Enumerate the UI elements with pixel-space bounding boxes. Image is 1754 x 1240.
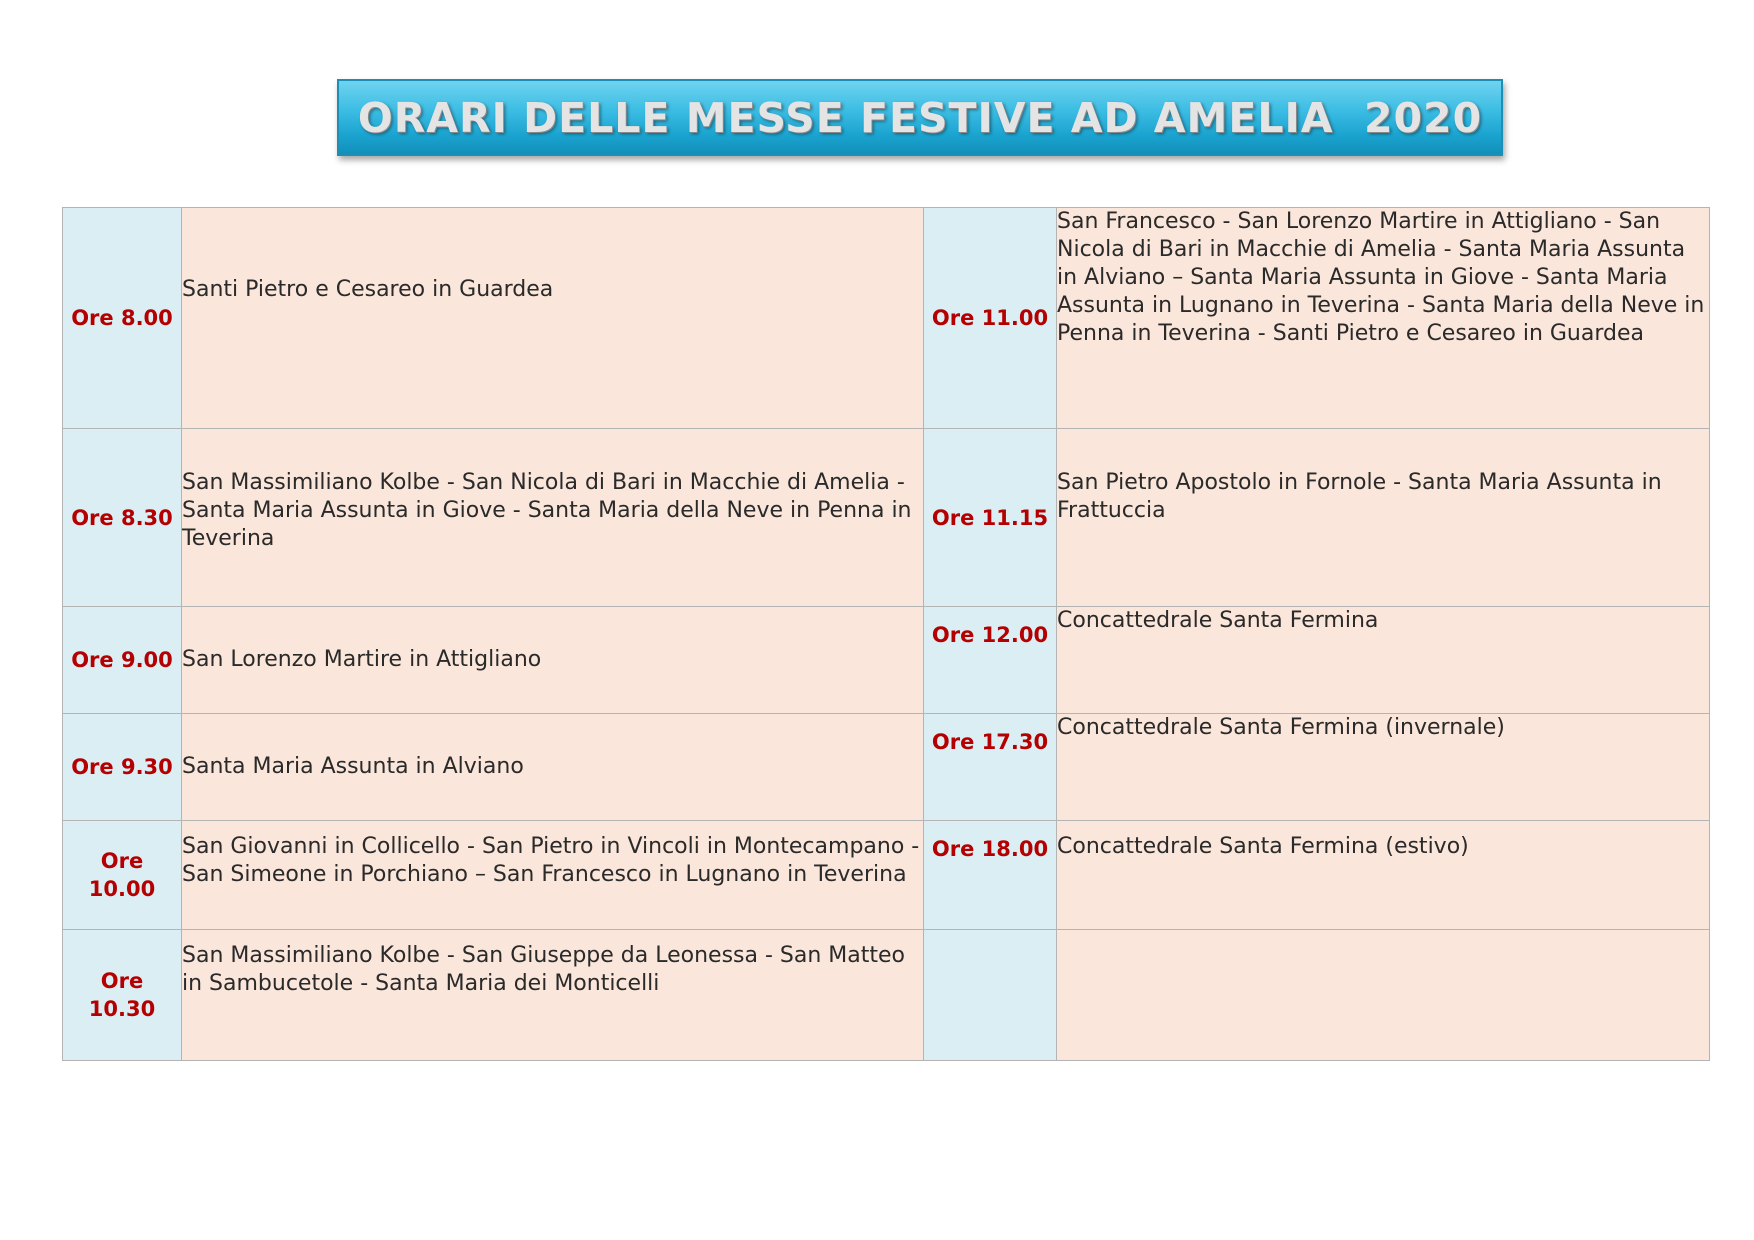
- table-row: [63, 429, 1710, 607]
- church-list: Concattedrale Santa Fermina: [1057, 608, 1379, 633]
- left-places-cell: [182, 821, 924, 930]
- title-banner: [337, 79, 1503, 156]
- right-places-cell: [1057, 429, 1710, 607]
- page-title: ORARI DELLE MESSE FESTIVE AD AMELIA 2020: [357, 93, 1483, 142]
- right-time-cell: [924, 429, 1057, 607]
- table-row: [63, 930, 1710, 1061]
- mass-time: Ore 17.30: [931, 730, 1049, 754]
- right-places-cell: [1057, 607, 1710, 714]
- table-row: [63, 208, 1710, 429]
- mass-time: Ore 9.00: [71, 648, 173, 672]
- mass-schedule-table: [62, 207, 1710, 1061]
- mass-time: Ore 18.00: [931, 837, 1049, 861]
- church-list: Santa Maria Assunta in Alviano: [182, 754, 524, 779]
- right-time-cell: [924, 930, 1057, 1061]
- church-list: San Francesco - San Lorenzo Martire in Attigliano - San Nicola di Bari in Macchie di Amelia - Santa Maria Assunta in Alviano – Santa Maria Assunta in Giove - Santa Maria Assunta in Lugnano in Teverina - Santa Maria della Neve in Penna in Teverina - Santi Pietro e Cesareo in Guardea: [1057, 209, 1705, 346]
- church-list: Santi Pietro e Cesareo in Guardea: [182, 277, 554, 302]
- mass-time: Ore 12.00: [931, 623, 1049, 647]
- mass-time: Ore 8.30: [71, 505, 173, 530]
- mass-time: Ore 8.00: [71, 306, 173, 330]
- left-places-cell: [182, 208, 924, 429]
- right-places-cell: [1057, 821, 1710, 930]
- right-places-cell: [1057, 930, 1710, 1061]
- mass-time: Ore 11.00: [931, 306, 1049, 330]
- church-list: San Massimiliano Kolbe - San Giuseppe da Leonessa - San Matteo in Sambucetole - Santa Maria dei Monticelli: [182, 943, 906, 996]
- left-places-cell: [182, 607, 924, 714]
- right-places-cell: [1057, 714, 1710, 821]
- right-time-cell: [924, 714, 1057, 821]
- church-list: San Pietro Apostolo in Fornole - Santa Maria Assunta in Frattuccia: [1057, 470, 1662, 523]
- left-time-cell: [63, 930, 182, 1061]
- left-time-cell: [63, 429, 182, 607]
- mass-time: Ore 10.00: [88, 849, 156, 901]
- right-time-cell: [924, 607, 1057, 714]
- mass-time: Ore 10.30: [88, 969, 156, 1021]
- church-list: San Giovanni in Collicello - San Pietro in Vincoli in Montecampano - San Simeone in Porchiano – San Francesco in Lugnano in Teverina: [182, 834, 920, 887]
- church-list: Concattedrale Santa Fermina (invernale): [1057, 715, 1505, 740]
- left-time-cell: [63, 607, 182, 714]
- church-list: San Lorenzo Martire in Attigliano: [182, 647, 542, 672]
- right-time-cell: [924, 821, 1057, 930]
- mass-time: Ore 11.15: [931, 505, 1049, 530]
- left-places-cell: [182, 714, 924, 821]
- right-time-cell: [924, 208, 1057, 429]
- table-row: [63, 821, 1710, 930]
- table-row: [63, 714, 1710, 821]
- left-time-cell: [63, 208, 182, 429]
- church-list: San Massimiliano Kolbe - San Nicola di Bari in Macchie di Amelia - Santa Maria Assunta in Giove - Santa Maria della Neve in Penna in Teverina: [182, 470, 912, 551]
- left-places-cell: [182, 930, 924, 1061]
- left-time-cell: [63, 821, 182, 930]
- left-time-cell: [63, 714, 182, 821]
- mass-time: Ore 9.30: [71, 755, 173, 779]
- church-list: Concattedrale Santa Fermina (estivo): [1057, 834, 1469, 859]
- left-places-cell: [182, 429, 924, 607]
- table-row: [63, 607, 1710, 714]
- right-places-cell: [1057, 208, 1710, 429]
